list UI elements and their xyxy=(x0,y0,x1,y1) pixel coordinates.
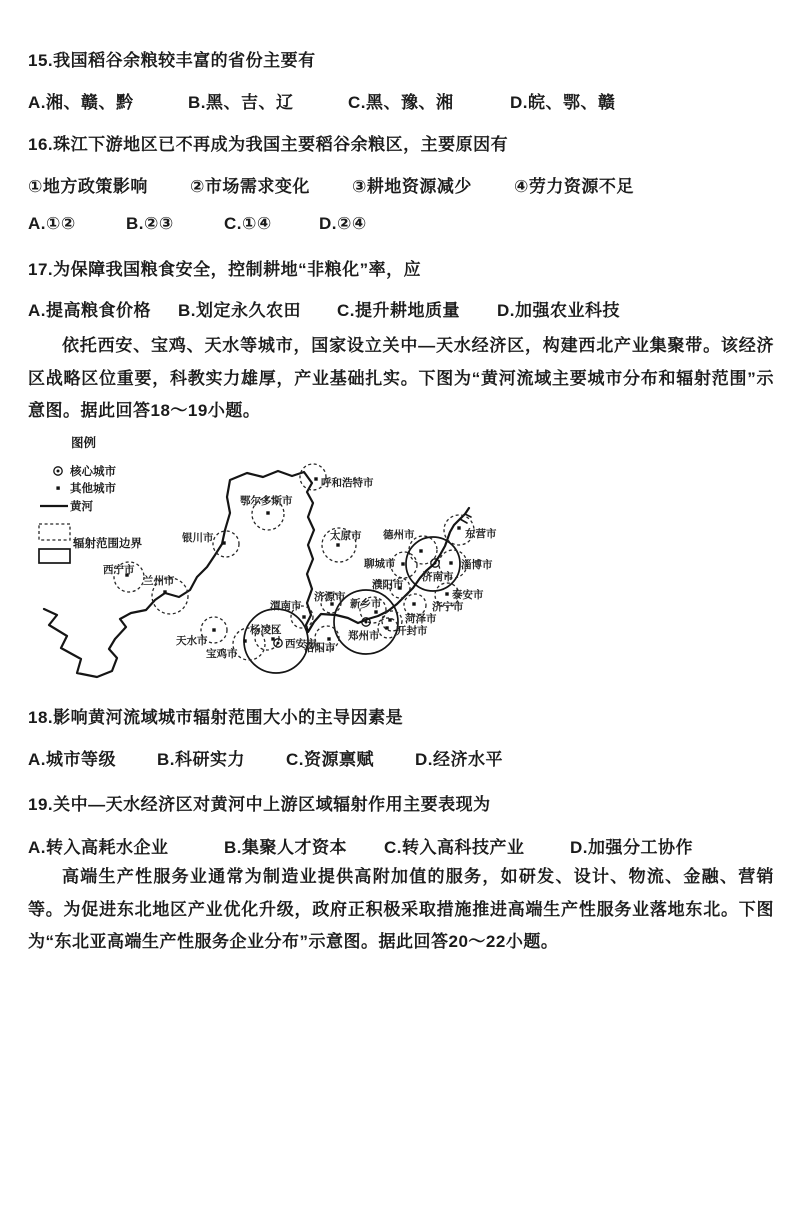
city-label: 洛阳市 xyxy=(304,642,336,654)
option-b: B.黑、吉、辽 xyxy=(188,93,294,112)
city-marker xyxy=(385,624,428,637)
city-label: 渭南市 xyxy=(270,600,302,612)
option-a: A.提高粮食价格 xyxy=(28,301,151,320)
city-label: 开封市 xyxy=(396,625,428,637)
legend-radiation-boundary-label: 辐射范围边界 xyxy=(73,538,142,550)
subitem-4: ④劳力资源不足 xyxy=(514,177,634,196)
city-label: 呼和浩特市 xyxy=(321,477,374,489)
option-c: C.转入高科技产业 xyxy=(384,838,525,857)
passage-producer-services: 高端生产性服务业通常为制造业提供高附加值的服务，如研发、设计、物流、金融、营销等。为促进东北地区产业优化升级，政府正积极采取措施推进高端生产性服务业落地东北。下图为“东北亚高端生产性服务企业分布”示意图。据此回答20～22小题。 xyxy=(28,867,774,951)
question-19-options xyxy=(0,833,772,855)
question-18-stem xyxy=(28,703,403,728)
question-15-stem xyxy=(28,46,316,71)
option-a: A.湘、赣、黔 xyxy=(28,93,134,112)
city-marker xyxy=(330,529,362,547)
question-16-stem xyxy=(28,130,508,155)
question-text: 珠江下游地区已不再成为我国主要稻谷余粮区，主要原因有 xyxy=(53,135,509,154)
passage-guanzhong-tianshui: 依托西安、宝鸡、天水等城市，国家设立关中—天水经济区，构建西北产业集聚带。该经济区战略区位重要，科教实力雄厚，产业基础扎实。下图为“黄河流域主要城市分布和辐射范围”示意图。据此回答18～19小题。 xyxy=(28,336,774,420)
legend-title: 图例 xyxy=(71,436,97,450)
question-number: 15. xyxy=(28,51,54,70)
city-dot-icon xyxy=(222,541,225,544)
city-marker xyxy=(314,476,374,489)
option-a: A.①② xyxy=(28,214,76,233)
question-17-stem xyxy=(28,255,421,280)
question-text: 我国稻谷余粮较丰富的省份主要有 xyxy=(53,51,316,70)
legend-other-city-label: 其他城市 xyxy=(70,483,116,495)
city-marker xyxy=(445,588,484,601)
legend-core-city-label: 核心城市 xyxy=(70,466,116,478)
city-dot-icon xyxy=(314,477,317,480)
option-a: A.城市等级 xyxy=(28,750,116,769)
city-marker xyxy=(372,578,404,591)
option-d: D.②④ xyxy=(319,214,367,233)
core-city-icon-dot xyxy=(277,642,280,645)
city-label: 东营市 xyxy=(465,528,497,540)
city-label: 太原市 xyxy=(330,530,362,542)
city-label: 济南市 xyxy=(422,571,454,583)
question-number: 16. xyxy=(28,135,54,154)
city-dot-icon xyxy=(412,602,415,605)
city-label: 西安市 xyxy=(285,638,317,650)
city-label: 银川市 xyxy=(182,532,214,544)
dashed-boundary-icon xyxy=(39,524,70,540)
option-c: C.①④ xyxy=(224,214,272,233)
question-16-options xyxy=(0,214,772,236)
city-marker xyxy=(350,597,382,614)
subitem-1: ①地方政策影响 xyxy=(28,177,148,196)
city-dot-icon xyxy=(243,639,246,642)
option-c: C.资源禀赋 xyxy=(286,750,374,769)
question-number: 17. xyxy=(28,260,54,279)
city-marker xyxy=(143,574,175,594)
city-label: 宝鸡市 xyxy=(206,648,238,660)
city-label: 新乡市 xyxy=(350,598,382,610)
city-label: 济宁市 xyxy=(432,601,464,613)
question-16-subitems xyxy=(0,172,772,194)
city-label: 鄂尔多斯市 xyxy=(240,495,293,507)
city-label: 杨凌区 xyxy=(250,624,282,636)
city-marker xyxy=(412,600,464,613)
city-dot-icon xyxy=(374,610,377,613)
city-marker xyxy=(457,526,497,540)
option-c: C.黑、豫、湘 xyxy=(348,93,454,112)
city-label: 泰安市 xyxy=(452,589,484,601)
core-city-icon-dot xyxy=(434,562,437,565)
city-marker xyxy=(364,557,405,570)
question-text: 影响黄河流域城市辐射范围大小的主导因素是 xyxy=(53,708,404,727)
city-label: 濮阳市 xyxy=(372,579,404,591)
option-c: C.提升耕地质量 xyxy=(337,301,460,320)
city-marker xyxy=(182,531,226,545)
city-dot-icon xyxy=(449,561,452,564)
subitem-2: ②市场需求变化 xyxy=(190,177,310,196)
city-dot-icon xyxy=(336,543,339,546)
option-b: B.划定永久农田 xyxy=(178,301,301,320)
question-number: 18. xyxy=(28,708,54,727)
solid-boundary-icon xyxy=(39,549,70,563)
city-marker xyxy=(449,558,493,571)
question-18-options xyxy=(0,745,772,767)
city-dot-icon xyxy=(266,511,269,514)
city-marker xyxy=(240,494,293,515)
city-dot-icon xyxy=(401,562,404,565)
city-marker xyxy=(250,623,282,641)
question-17-options xyxy=(0,296,772,318)
city-label: 兰州市 xyxy=(143,575,175,587)
city-marker xyxy=(176,628,216,647)
city-dot-icon xyxy=(385,626,388,629)
question-19-stem xyxy=(28,790,491,815)
option-b: B.科研实力 xyxy=(157,750,245,769)
option-b: B.集聚人才资本 xyxy=(224,838,347,857)
subitem-3: ③耕地资源减少 xyxy=(352,177,472,196)
city-dot-icon xyxy=(457,526,460,529)
option-d: D.经济水平 xyxy=(415,750,503,769)
city-marker xyxy=(383,528,423,553)
city-dot-icon xyxy=(163,590,166,593)
legend-river-label: 黄河 xyxy=(70,501,93,513)
question-number: 19. xyxy=(28,795,54,814)
question-text: 为保障我国粮食安全，控制耕地“非粮化”率，应 xyxy=(53,260,422,279)
city-label: 聊城市 xyxy=(364,558,396,570)
map-legend xyxy=(39,435,142,563)
other-city-icon xyxy=(56,486,59,489)
city-dot-icon xyxy=(445,592,448,595)
city-label: 淄博市 xyxy=(461,559,493,571)
city-dot-icon xyxy=(302,615,305,618)
option-d: D.皖、鄂、赣 xyxy=(510,93,616,112)
radiation-circle-yinchuan xyxy=(213,531,239,557)
city-dot-icon xyxy=(388,618,391,621)
city-label: 菏泽市 xyxy=(405,613,437,625)
city-dot-icon xyxy=(327,637,330,640)
option-b: B.②③ xyxy=(126,214,174,233)
option-d: D.加强分工协作 xyxy=(570,838,693,857)
yellow-river-map-figure xyxy=(36,426,604,698)
question-text: 关中—天水经济区对黄河中上游区域辐射作用主要表现为 xyxy=(53,795,491,814)
city-label: 德州市 xyxy=(383,529,415,541)
city-marker xyxy=(388,612,437,625)
city-label: 郑州市 xyxy=(348,630,380,642)
option-d: D.加强农业科技 xyxy=(497,301,620,320)
city-dot-icon xyxy=(419,549,422,552)
city-marker-core xyxy=(422,559,454,583)
core-city-icon-dot xyxy=(57,470,60,473)
city-dot-icon xyxy=(212,628,215,631)
city-marker xyxy=(103,563,135,577)
core-city-icon-dot xyxy=(365,621,368,624)
city-label: 天水市 xyxy=(176,635,208,647)
option-a: A.转入高耗水企业 xyxy=(28,838,169,857)
question-15-options xyxy=(0,88,772,110)
map-canvas xyxy=(36,426,604,698)
city-marker xyxy=(270,599,306,619)
city-label: 济源市 xyxy=(314,591,346,603)
city-label: 西宁市 xyxy=(103,564,135,576)
